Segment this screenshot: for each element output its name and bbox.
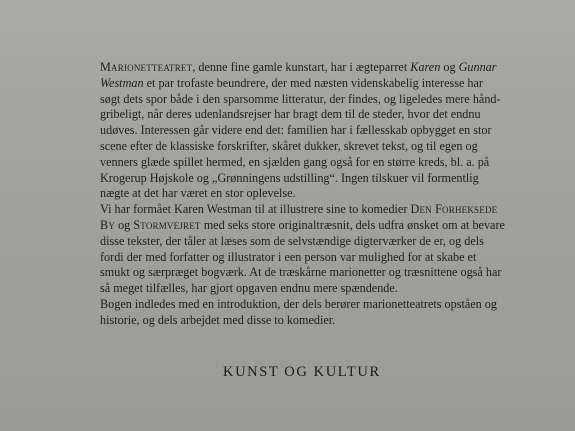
text-run: Bogen indledes med en introduktion, der dels berører marionetteatrets opståen og xyxy=(100,296,497,311)
text-line xyxy=(100,281,540,297)
text-line xyxy=(100,202,540,218)
small-caps-title: Marionetteatret xyxy=(100,60,193,74)
text-line xyxy=(100,186,540,202)
body-text xyxy=(100,60,540,329)
text-run: med seks store originaltræsnit, dels udfra ønsket om at bevare xyxy=(200,217,505,232)
text-run: et par trofaste beundrere, der med næsten videnskabelig interesse har xyxy=(143,75,483,90)
italic-name: Karen xyxy=(410,60,441,74)
text-line xyxy=(100,155,540,171)
small-caps-title: Den Forheksede xyxy=(410,202,498,217)
text-run: Krogerup Højskole og „Grønningens udstilling“. Ingen tilskuer vil formentlig xyxy=(100,170,479,185)
text-line xyxy=(100,313,540,329)
italic-name: Westman xyxy=(100,75,144,90)
text-run: venners glæde spillet hermed, en sjælden gang også for en større kreds, bl. a. på xyxy=(100,154,490,169)
text-line xyxy=(100,234,540,250)
text-run: så meget tilfælles, har gjort opgaven endnu mere spændende. xyxy=(100,281,398,296)
italic-name: Gunnar xyxy=(458,60,497,74)
text-run: udøves. Interessen går videre end det: familien har i fællesskab opbygget en stor xyxy=(100,123,492,138)
text-line xyxy=(100,76,540,92)
text-run: gribeligt, når deres udenlandsrejser har bragt dem til de steder, hvor det endnu xyxy=(100,107,481,122)
text-line xyxy=(100,60,540,76)
text-run: historie, og dels arbejdet med disse to komedier. xyxy=(100,312,336,327)
text-run: og xyxy=(115,217,134,232)
text-line xyxy=(100,123,540,139)
text-line xyxy=(100,297,540,313)
text-run: , denne fine gamle kunstart, har i ægteparret xyxy=(192,60,411,74)
text-run: Vi har formået Karen Westman til at illustrere sine to komedier xyxy=(100,202,411,217)
text-run: fordi der med forfatter og illustrator i een person var mulighed for at skabe et xyxy=(100,249,477,264)
text-run: og xyxy=(440,60,459,74)
text-line xyxy=(100,218,540,234)
text-line xyxy=(100,92,540,108)
publisher-name: KUNST OG KULTUR xyxy=(223,364,381,380)
text-line xyxy=(100,139,540,155)
text-line xyxy=(100,171,540,187)
text-run: nægte at det har været en stor oplevelse. xyxy=(100,186,296,201)
text-run: smukt og særpræget bogværk. At de træskårne marionetter og træsnittene også har xyxy=(100,265,502,280)
small-caps-title: Stormvejret xyxy=(133,217,201,232)
text-line xyxy=(100,250,540,266)
text-run: scene efter de klassiske forskrifter, skåret dukker, skrevet tekst, og til egen og xyxy=(100,138,478,153)
small-caps-title: By xyxy=(100,217,116,232)
text-run: disse tekster, der tåler at læses som de selvstændige digterværker de er, og dels xyxy=(100,233,484,248)
text-run: søgt dets spor både i den sparsomme litteratur, der findes, og ligeledes mere hånd- xyxy=(100,91,501,106)
text-line xyxy=(100,265,540,281)
text-line xyxy=(100,107,540,123)
